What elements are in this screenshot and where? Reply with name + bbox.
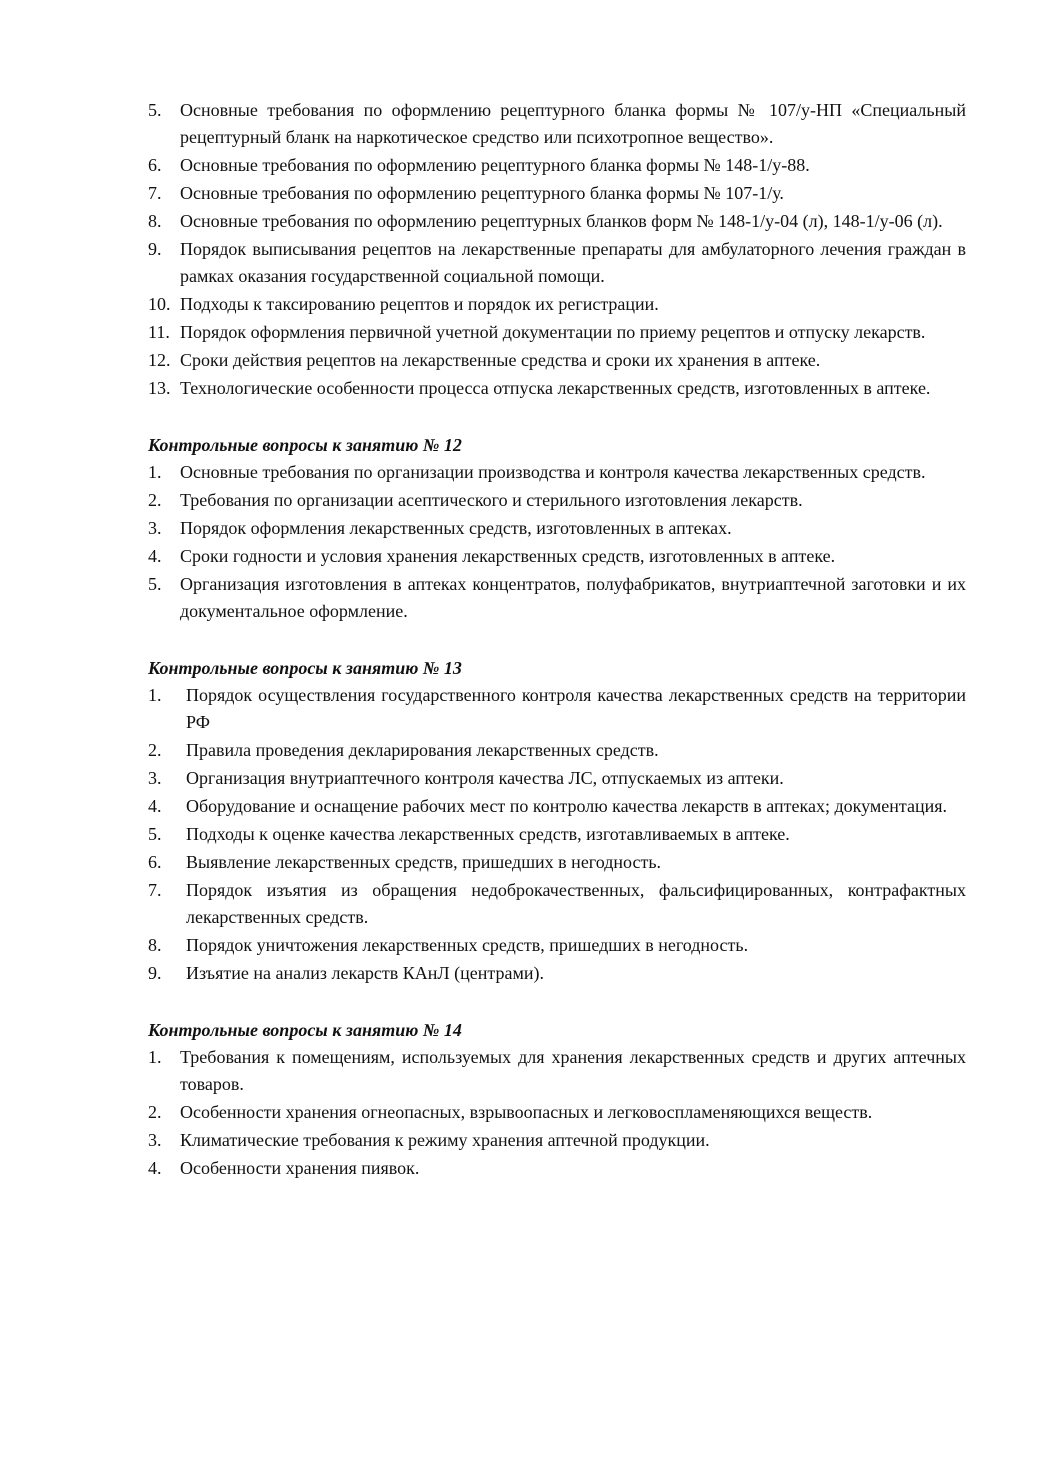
list-item	[148, 571, 966, 625]
section-spacer	[148, 626, 966, 654]
list-item	[148, 793, 966, 820]
list-item	[148, 737, 966, 764]
item-number: 5.	[148, 100, 162, 120]
list-item	[148, 208, 966, 235]
section-lesson-14	[148, 1016, 966, 1182]
item-number: 4.	[148, 546, 162, 566]
item-text: Порядок оформления первичной учетной документации по приему рецептов и отпуску лекарств.	[180, 322, 926, 342]
item-number: 3.	[148, 1130, 162, 1150]
item-text: Основные требования по оформлению рецептурных бланков форм № 148-1/у-04 (л), 148-1/у-06 (л).	[180, 211, 943, 231]
item-number: 11.	[148, 322, 170, 342]
section-lesson-12	[148, 431, 966, 625]
item-text: Порядок оформления лекарственных средств, изготовленных в аптеках.	[180, 518, 732, 538]
item-number: 8.	[148, 935, 162, 955]
item-number: 2.	[148, 1102, 162, 1122]
item-text: Особенности хранения огнеопасных, взрывоопасных и легковоспламеняющихся веществ.	[180, 1102, 873, 1122]
item-number: 4.	[148, 1158, 162, 1178]
item-text: Выявление лекарственных средств, пришедших в негодность.	[186, 852, 662, 872]
list-item	[148, 932, 966, 959]
list-item	[148, 1099, 966, 1126]
item-text: Порядок выписывания рецептов на лекарственные препараты для амбулаторного лечения граждан в рамках оказания государственной социальной помощи.	[180, 239, 966, 286]
item-text: Особенности хранения пиявок.	[180, 1158, 420, 1178]
list-item	[148, 152, 966, 179]
list-item	[148, 821, 966, 848]
list-item	[148, 236, 966, 290]
item-number: 7.	[148, 880, 162, 900]
list-item	[148, 375, 966, 402]
item-text: Основные требования по оформлению рецептурного бланка формы № 148-1/у-88.	[180, 155, 810, 175]
item-number: 5.	[148, 824, 162, 844]
item-number: 6.	[148, 155, 162, 175]
list-item	[148, 1044, 966, 1098]
section-continued-list	[148, 97, 966, 402]
item-text: Организация изготовления в аптеках концентратов, полуфабрикатов, внутриаптечной заготовки и их документальное оформление.	[180, 574, 966, 621]
question-list	[148, 682, 966, 987]
list-item	[148, 1127, 966, 1154]
item-text: Подходы к таксированию рецептов и порядок их регистрации.	[180, 294, 659, 314]
list-item	[148, 765, 966, 792]
section-heading: Контрольные вопросы к занятию № 12	[148, 435, 462, 455]
document-page	[148, 97, 966, 1183]
list-item	[148, 682, 966, 736]
section-heading: Контрольные вопросы к занятию № 13	[148, 658, 462, 678]
item-text: Технологические особенности процесса отпуска лекарственных средств, изготовленных в аптеке.	[180, 378, 931, 398]
question-list	[148, 459, 966, 625]
item-text: Оборудование и оснащение рабочих мест по контролю качества лекарств в аптеках; документация.	[186, 796, 948, 816]
list-item	[148, 515, 966, 542]
item-text: Подходы к оценке качества лекарственных средств, изготавливаемых в аптеке.	[186, 824, 790, 844]
item-text: Порядок уничтожения лекарственных средств, пришедших в негодность.	[186, 935, 749, 955]
item-text: Основные требования по организации производства и контроля качества лекарственных средств.	[180, 462, 926, 482]
item-text: Требования к помещениям, используемых для хранения лекарственных средств и других аптечных товаров.	[180, 1047, 966, 1094]
item-text: Основные требования по оформлению рецептурного бланка формы № 107-1/у.	[180, 183, 784, 203]
item-text: Порядок осуществления государственного контроля качества лекарственных средств на территории РФ	[186, 685, 966, 732]
question-list	[148, 1044, 966, 1182]
item-number: 3.	[148, 518, 162, 538]
item-text: Порядок изъятия из обращения недоброкачественных, фальсифицированных, контрафактных лекарственных средств.	[186, 880, 966, 927]
item-number: 6.	[148, 852, 162, 872]
item-number: 1.	[148, 685, 162, 705]
item-number: 5.	[148, 574, 162, 594]
list-item	[148, 487, 966, 514]
item-number: 12.	[148, 350, 171, 370]
item-number: 4.	[148, 796, 162, 816]
section-heading: Контрольные вопросы к занятию № 14	[148, 1020, 462, 1040]
list-item	[148, 543, 966, 570]
list-item	[148, 849, 966, 876]
item-text: Требования по организации асептического и стерильного изготовления лекарств.	[180, 490, 803, 510]
item-number: 3.	[148, 768, 162, 788]
item-number: 9.	[148, 963, 162, 983]
section-spacer	[148, 988, 966, 1016]
item-number: 2.	[148, 490, 162, 510]
item-number: 1.	[148, 462, 162, 482]
list-item	[148, 459, 966, 486]
item-text: Основные требования по оформлению рецептурного бланка формы № 107/у-НП «Специальный рецептурный бланк на наркотическое средство или психотропное вещество».	[180, 100, 966, 147]
item-text: Организация внутриаптечного контроля качества ЛС, отпускаемых из аптеки.	[186, 768, 784, 788]
list-item	[148, 319, 966, 346]
list-item	[148, 1155, 966, 1182]
list-item	[148, 291, 966, 318]
item-text: Климатические требования к режиму хранения аптечной продукции.	[180, 1130, 710, 1150]
item-text: Сроки действия рецептов на лекарственные средства и сроки их хранения в аптеке.	[180, 350, 821, 370]
item-number: 9.	[148, 239, 162, 259]
item-number: 1.	[148, 1047, 162, 1067]
item-text: Сроки годности и условия хранения лекарственных средств, изготовленных в аптеке.	[180, 546, 836, 566]
item-number: 10.	[148, 294, 171, 314]
item-text: Изъятие на анализ лекарств КАнЛ (центрами).	[186, 963, 544, 983]
list-item	[148, 97, 966, 151]
item-number: 2.	[148, 740, 162, 760]
item-number: 8.	[148, 211, 162, 231]
item-text: Правила проведения декларирования лекарственных средств.	[186, 740, 659, 760]
list-item	[148, 347, 966, 374]
list-item	[148, 180, 966, 207]
question-list	[148, 97, 966, 402]
list-item	[148, 877, 966, 931]
list-item	[148, 960, 966, 987]
item-number: 13.	[148, 378, 171, 398]
item-number: 7.	[148, 183, 162, 203]
section-lesson-13	[148, 654, 966, 987]
section-spacer	[148, 403, 966, 431]
